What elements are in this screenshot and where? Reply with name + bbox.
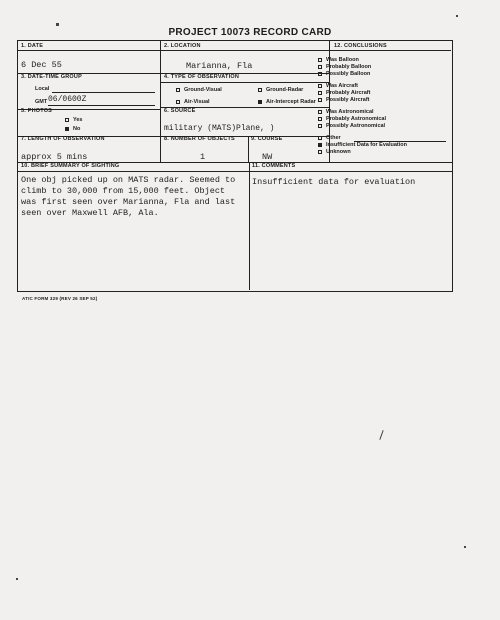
summary-line-2: climb to 30,000 from 15,000 feet. Object — [21, 186, 226, 196]
concl-probably-balloon: Probably Balloon — [318, 64, 371, 70]
obs-ground-radar: Ground-Radar — [258, 87, 303, 93]
checkbox — [318, 110, 322, 114]
checkbox — [318, 91, 322, 95]
scan-speck — [464, 546, 466, 548]
checkbox — [318, 72, 322, 76]
date-value: 6 Dec 55 — [21, 60, 62, 70]
concl-was-balloon: Was Balloon — [318, 57, 359, 63]
location-value: Marianna, Fla — [186, 61, 253, 71]
concl-was-aircraft: Was Aircraft — [318, 83, 358, 89]
checkbox — [318, 98, 322, 102]
checkbox — [318, 84, 322, 88]
length-value: approx 5 mins — [21, 152, 88, 162]
checkbox-checked — [65, 127, 69, 131]
concl-possibly-balloon: Possibly Balloon — [318, 71, 370, 77]
comments-label: 11. COMMENTS — [252, 163, 296, 169]
card-title: PROJECT 10073 RECORD CARD — [168, 27, 332, 38]
checkbox — [318, 150, 322, 154]
checkbox — [65, 118, 69, 122]
summary-label: 10. BRIEF SUMMARY OF SIGHTING — [21, 163, 120, 169]
gmt-label: GMT — [35, 99, 48, 105]
concl-possibly-astronomical: Possibly Astronomical — [318, 123, 385, 129]
summary-line-3: was first seen over Marianna, Fla and last — [21, 197, 236, 207]
type-of-observation-label: 4. TYPE OF OBSERVATION — [164, 74, 239, 80]
checkbox — [318, 136, 322, 140]
checkbox — [318, 65, 322, 69]
obs-air-visual: Air-Visual — [176, 99, 210, 105]
summary-line-4: seen over Maxwell AFB, Ala. — [21, 208, 159, 218]
source-value: military (MATS)Plane, ) — [164, 124, 275, 133]
local-label: Local — [35, 86, 50, 92]
photos-label: 5. PHOTOS — [21, 108, 53, 114]
scan-speck — [379, 430, 383, 440]
datetime-group-label: 3. DATE-TIME GROUP — [21, 74, 82, 80]
checkbox — [318, 58, 322, 62]
course-value: NW — [262, 152, 273, 162]
checkbox — [176, 100, 180, 104]
location-label: 2. LOCATION — [164, 43, 201, 49]
scan-speck — [456, 15, 458, 17]
course-label: 9. COURSE — [251, 136, 283, 142]
checkbox — [318, 117, 322, 121]
photos-yes: Yes — [65, 117, 82, 123]
objects-label: 8. NUMBER OF OBJECTS — [164, 136, 235, 142]
form-footer: ATIC FORM 329 (REV 26 SEP 52) — [22, 296, 98, 301]
length-label: 7. LENGTH OF OBSERVATION — [21, 136, 105, 142]
checkbox — [318, 124, 322, 128]
concl-probably-astronomical: Probably Astronomical — [318, 116, 386, 122]
checkbox-checked — [318, 143, 322, 147]
date-label: 1. DATE — [21, 43, 44, 49]
source-label: 6. SOURCE — [164, 108, 196, 114]
obs-air-intercept-radar: Air-Intercept Radar — [258, 99, 316, 105]
concl-was-astronomical: Was Astronomical — [318, 109, 374, 115]
conclusions-label: 12. CONCLUSIONS — [334, 43, 387, 49]
summary-line-1: One obj picked up on MATS radar. Seemed to — [21, 175, 236, 185]
concl-other: Other — [318, 135, 341, 141]
objects-value: 1 — [200, 152, 206, 162]
concl-probably-aircraft: Probably Aircraft — [318, 90, 370, 96]
comments-value: Insufficient data for evaluation — [252, 177, 416, 187]
obs-ground-visual: Ground-Visual — [176, 87, 222, 93]
concl-possibly-aircraft: Possibly Aircraft — [318, 97, 370, 103]
photos-no: No — [65, 126, 80, 132]
checkbox-checked — [258, 100, 262, 104]
scan-speck — [16, 578, 18, 580]
concl-unknown: Unknown — [318, 149, 351, 155]
checkbox — [258, 88, 262, 92]
concl-insufficient-data: Insufficient Data for Evaluation — [318, 142, 407, 148]
checkbox — [176, 88, 180, 92]
gmt-value: 06/0600Z — [48, 95, 87, 104]
scan-speck — [56, 23, 59, 26]
